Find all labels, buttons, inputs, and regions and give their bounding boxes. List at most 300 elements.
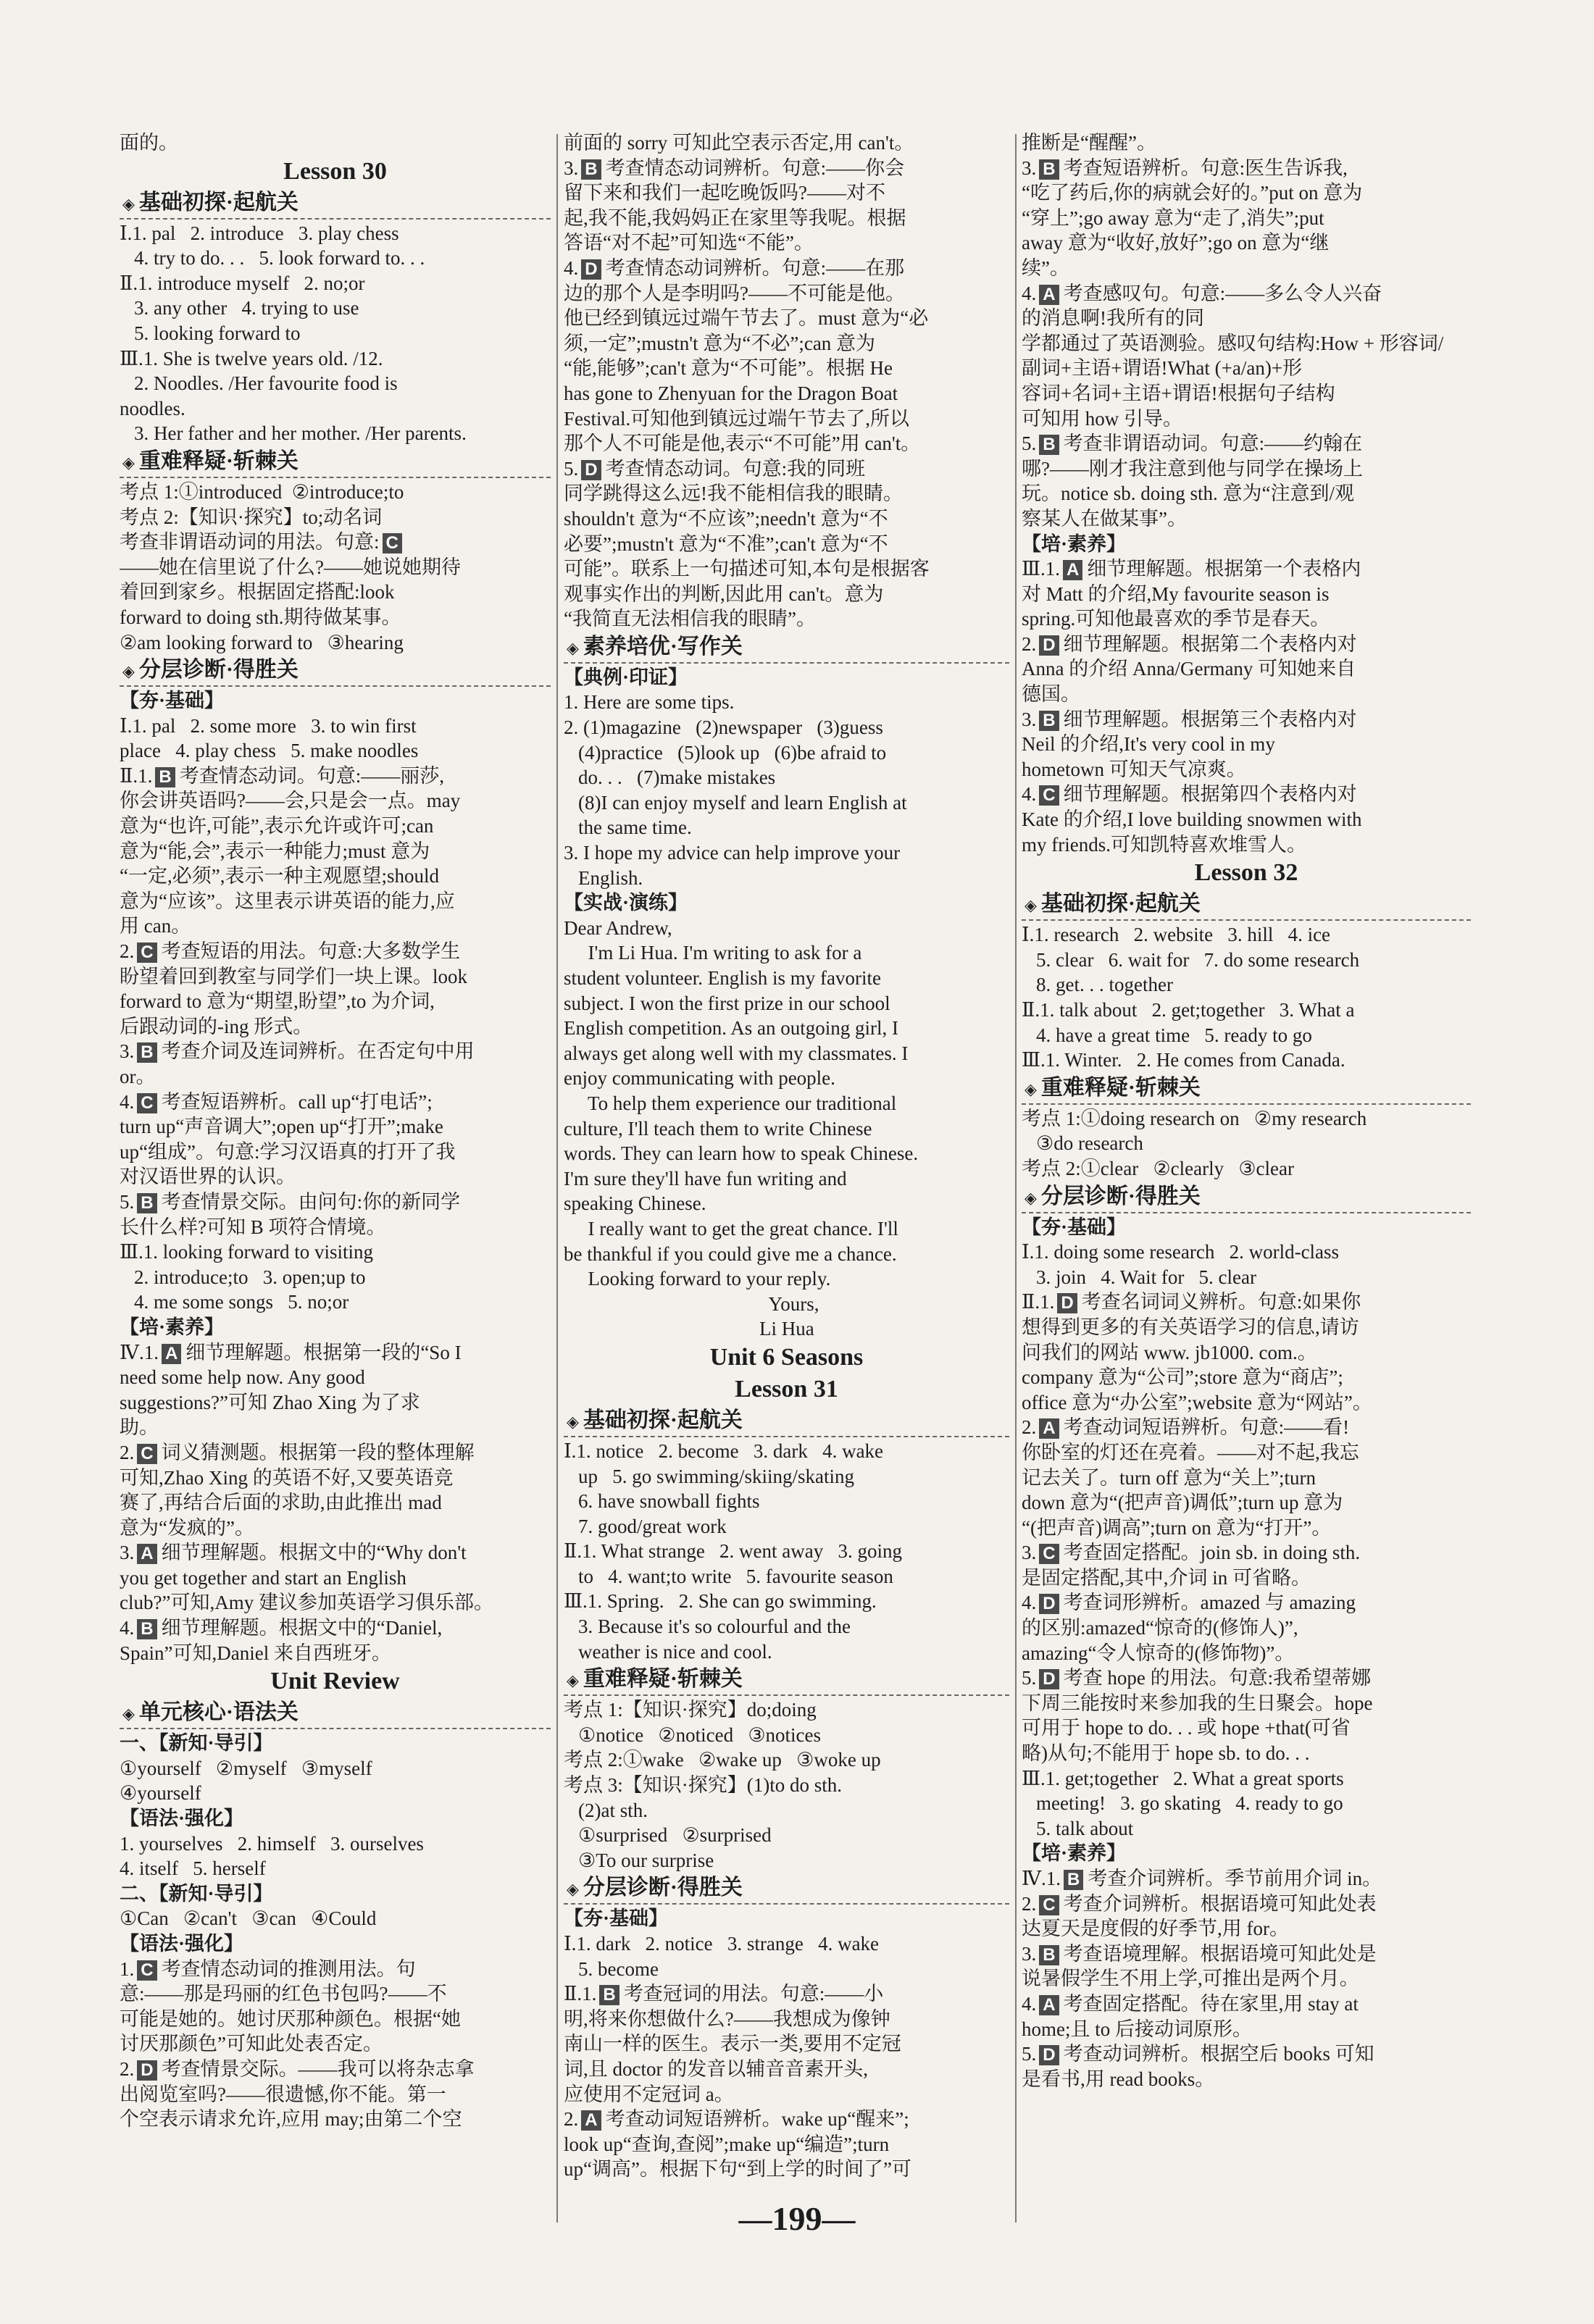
answer-line: 意为“能,会”,表示一种能力;must 意为 [120,840,430,862]
line-text: 考查动词短语辨析。wake up“醒来”; [605,2108,909,2131]
answer-line: I'm Li Hua. I'm writing to ask for a [578,942,862,964]
page-number: —199— [738,2200,856,2237]
answer-line: 赛了,再结合后面的求助,由此推出 mad [120,1492,442,1514]
diamond-icon: ◈ [1025,896,1037,915]
line-text: 3. [120,1542,135,1564]
answer-letter-badge: D [1039,1669,1059,1689]
answer-line: 2. Noodles. /Her favourite food is [134,372,398,395]
line-text: 细节理解题。根据文中的“Daniel, [161,1617,443,1639]
line-text: 2. [1022,1892,1037,1915]
answer-line [120,530,551,555]
answer-line [564,1981,1009,2007]
answer-line: Ⅱ.1. talk about 2. get;together 3. What a [1022,999,1355,1021]
line-text: 考查情景交际。由问句:你的新同学 [161,1190,461,1213]
answer-line [1022,1665,1471,1691]
answer-line [120,1090,551,1115]
answer-line: up“调高”。根据下句“到上学的时间了”可 [564,2158,911,2181]
line-text: 3. [120,1040,135,1063]
answer-line [564,256,1009,281]
line-text: 细节理解题。根据第一个表格内 [1087,558,1361,580]
answer-line: English competition. As an outgoing girl, I [564,1017,898,1040]
line-text: 考查情态动词辨析。句意:——在那 [605,256,905,279]
answer-line: 学都通过了英语测验。感叹句结构:How + 形容词/ [1022,332,1444,354]
answer-line [120,1615,551,1641]
line-text: 细节理解题。根据第三个表格内对 [1063,708,1357,730]
answer-line: or。 [120,1066,156,1087]
answer-line: 对汉语世界的认识。 [120,1166,296,1188]
line-text: 2. [120,2057,135,2080]
answer-line: 2. introduce;to 3. open;up to [134,1266,366,1288]
answer-line: 续”。 [1022,256,1069,279]
line-text: 3. [564,156,579,179]
answer-letter-badge: B [137,1042,157,1063]
line-text: 考查非谓语动词的用法。句意: [120,531,380,553]
answer-line: Ⅱ.1. What strange 2. went away 3. going [564,1540,903,1563]
line-text: Ⅱ.1. [120,764,153,787]
answer-line: 玩。notice sb. doing sth. 意为“注意到/观 [1022,482,1354,505]
answer-line: weather is nice and cool. [578,1640,772,1663]
answer-line [1022,556,1471,582]
answer-line: 意为“发疯的”。 [120,1516,254,1539]
answer-line [120,1340,551,1366]
subsection-heading: 【夯·基础】 [1022,1216,1127,1238]
line-text: 考查情景交际。——我可以将杂志拿 [161,2057,475,2080]
answer-line: Ⅲ.1. She is twelve years old. /12. [120,347,383,369]
answer-line: 意为“应该”。这里表示讲英语的能力,应 [120,890,455,912]
answer-line: ①Can ②can't ③can ④Could [120,1907,377,1930]
answer-letter-badge: C [1039,785,1059,806]
answer-line: ——她在信里说了什么?——她说她期待 [120,556,461,578]
answer-line [564,2107,1009,2132]
answer-letter-badge: B [137,1193,157,1213]
answer-line [120,1957,551,1982]
answer-line: 5. clear 6. wait for 7. do some research [1036,948,1360,971]
answer-line: 察某人在做某事”。 [1022,507,1187,530]
section-banner [564,1407,1009,1437]
answer-line: 词,且 doctor 的发音以辅音音素开头, [564,2057,868,2080]
answer-line: forward to doing sth.期待做某事。 [120,606,401,628]
answer-line: Ⅰ.1. dark 2. notice 3. strange 4. wake [564,1933,880,1955]
answer-line: 3. Because it's so colourful and the [578,1615,851,1638]
subsection-heading: 【实战·演练】 [564,892,688,914]
section-banner [1022,1183,1471,1213]
diamond-icon: ◈ [122,194,135,213]
section-banner-label: 重难释疑·斩棘关 [138,448,299,473]
answer-line: 考点 3:【知识·探究】(1)to do sth. [564,1774,842,1797]
answer-line: student volunteer. English is my favorite [564,967,881,989]
answer-line: To help them experience our traditional [578,1092,897,1114]
answer-line: 你卧室的灯还在亮着。——对不起,我忘 [1022,1441,1359,1463]
line-text: 考查固定搭配。join sb. in doing sth. [1063,1542,1361,1564]
answer-line: Spain”可知,Daniel 来自西班牙。 [120,1642,391,1664]
answer-line [1022,1415,1471,1440]
line-text: 考查 hope 的用法。句意:我希望蒂娜 [1063,1667,1372,1689]
answer-line: Neil 的介绍,It's very cool in my [1022,733,1275,756]
answer-line: 4. me some songs 5. no;or [134,1291,349,1313]
line-text: 细节理解题。根据文中的“Why don't [161,1542,467,1564]
answer-line: 1. Here are some tips. [564,691,735,714]
line-text: 4. [564,256,579,279]
line-text: 考查情态动词。句意:——丽莎, [179,764,444,787]
answer-letter-badge: D [581,460,601,480]
line-text: 考查短语的用法。句意:大多数学生 [161,940,461,963]
answer-letter-badge: B [599,1985,619,2005]
answer-line: Dear Andrew, [564,916,672,939]
answer-line: Ⅰ.1. doing some research 2. world-class [1022,1241,1340,1263]
answer-line: 助。 [120,1416,159,1439]
answer-line: 说暑假学生不用上学,可推出是两个月。 [1022,1968,1359,1990]
answer-line: “吃了药后,你的病就会好的。”put on 意为 [1022,182,1363,204]
answer-letter-badge: B [1039,1945,1059,1965]
answer-letter-badge: D [1039,1594,1059,1614]
answer-line: hometown 可知天气凉爽。 [1022,758,1246,780]
answer-line: ①notice ②noticed ③notices [578,1723,822,1746]
diamond-icon: ◈ [567,638,579,657]
column-divider [1015,134,1017,2223]
answer-line: place 4. play chess 5. make noodles [120,740,419,762]
line-text: 考查动词辨析。根据空后 books 可知 [1063,2043,1374,2065]
answer-line: company 意为“公司”;store 意为“商店”; [1022,1366,1343,1389]
subsection-heading: 【夯·基础】 [564,1907,669,1930]
answer-line [120,1190,551,1215]
answer-line: 你会讲英语吗?——会,只是会一点。may [120,790,461,812]
line-text: 考查情态动词的推测用法。句 [161,1957,416,1980]
answer-line: you get together and start an English [120,1566,406,1589]
answer-line: 必要”;mustn't 意为“不准”;can't 意为“不 [564,532,888,555]
section-title: Unit Review [270,1668,400,1695]
line-text: 考查情态动词辨析。句意:——你会 [605,156,905,179]
answer-line: 留下来和我们一起吃晚饭吗?——对不 [564,182,885,204]
answer-line: 德国。 [1022,683,1080,706]
diamond-icon: ◈ [122,453,135,472]
diamond-icon: ◈ [567,1671,579,1690]
answer-line: Ⅲ.1. Winter. 2. He comes from Canada. [1022,1049,1345,1071]
answer-letter-badge: D [1039,635,1059,656]
line-text: 3. [1022,708,1037,730]
answer-letter-badge: B [137,1619,157,1639]
answer-letter-badge: A [162,1344,181,1364]
answer-line: Ⅰ.1. notice 2. become 3. dark 4. wake [564,1439,884,1462]
answer-line [1022,707,1471,732]
answer-line [120,1440,551,1466]
answer-letter-badge: D [1039,2045,1059,2065]
line-text: 考查冠词的用法。句意:——小 [623,1983,884,2005]
answer-line [120,1540,551,1566]
answer-line: 可知用 how 引导。 [1022,407,1182,430]
answer-line: 观事实作出的判断,因此用 can't。意为 [564,582,884,605]
answer-letter-badge: C [137,942,157,963]
subsection-heading: 【典例·印证】 [564,666,688,688]
answer-line: home;且 to 后接动词原形。 [1022,2018,1252,2040]
answer-line: club?”可知,Amy 建议参加英语学习俱乐部。 [120,1592,493,1614]
section-banner [120,189,551,220]
column-divider [556,134,558,2223]
answer-line: Ⅰ.1. pal 2. some more 3. to win first [120,714,417,737]
answer-line: 5. become [578,1957,659,1980]
answer-line: 那个人不可能是他,表示“不可能”用 can't。 [564,432,921,455]
answer-line: speaking Chinese. [564,1192,706,1215]
answer-line: forward to 意为“期望,盼望”,to 为介词, [120,990,435,1013]
line-text: 考查短语辨析。call up“打电话”; [161,1090,433,1113]
answer-line: 6. have snowball fights [578,1490,760,1513]
answer-line: 答语“对不起”可知选“不能”。 [564,232,814,254]
answer-line: Looking forward to your reply. [578,1268,831,1290]
answer-line: 问我们的网站 www. jb1000. com.。 [1022,1341,1317,1363]
diamond-icon: ◈ [567,1880,579,1899]
answer-letter-badge: A [581,2110,601,2131]
answer-line: 须,一定”;mustn't 意为“不必”;can 意为 [564,332,876,354]
section-banner [120,1699,551,1729]
answer-line: 边的那个人是李明吗?——不可能是他。 [564,282,905,304]
subsection-heading: 二、【新知·导引】 [120,1882,273,1905]
section-banner-label: 分层诊断·得胜关 [583,1876,743,1900]
line-text: 5. [1022,2043,1037,2065]
answer-line: away 意为“收好,放好”;go on 意为“继 [1022,232,1330,254]
answer-line: enjoy communicating with people. [564,1067,835,1090]
section-banner [120,448,551,478]
answer-line [120,1039,551,1064]
answer-line: noodles. [120,397,185,419]
diamond-icon: ◈ [1025,1188,1037,1207]
answer-line: 3. Her father and her mother. /Her parents. [134,422,467,445]
answer-letter-badge: A [1063,560,1082,580]
answer-line: “一定,必须”,表示一种主观愿望;should [120,865,439,887]
answer-line: 明,将来你想做什么?——我想成为像钟 [564,2007,890,2030]
answer-line: words. They can learn how to speak Chinese. [564,1142,919,1165]
line-text: 考查固定搭配。待在家里,用 stay at [1063,1992,1359,2015]
answer-letter-badge: C [1039,1544,1059,1564]
answer-line: Ⅱ.1. introduce myself 2. no;or [120,272,365,294]
line-text: 考查词形辨析。amazed 与 amazing [1063,1592,1356,1614]
answer-line: 后跟动词的-ing 形式。 [120,1015,313,1037]
answer-line: Ⅲ.1. get;together 2. What a great sports [1022,1767,1344,1789]
answer-line: 考点 2:①wake ②wake up ③woke up [564,1749,881,1771]
answer-line [120,939,551,964]
answer-line: “能,能够”;can't 意为“不可能”。根据 He [564,357,893,380]
section-title: Unit 6 Seasons [709,1343,864,1371]
answer-line: 用 can。 [120,915,191,937]
answer-line [1022,1991,1471,2017]
answer-line: 考点 1:①doing research on ②my research [1022,1107,1367,1129]
answer-line: English. [578,866,643,889]
answer-line: 副词+主语+谓语!What (+a/an)+形 [1022,357,1303,380]
answer-line: down 意为“(把声音)调低”;turn up 意为 [1022,1492,1343,1514]
line-text: 细节理解题。根据第一段的“So I [185,1341,462,1363]
subsection-heading: 【夯·基础】 [120,690,225,712]
line-text: Ⅱ.1. [1022,1291,1055,1313]
answer-line: 着回到家乡。根据固定搭配:look [120,581,395,603]
line-text: 2. [564,2108,579,2131]
answer-line: office 意为“办公室”;website 意为“网站”。 [1022,1391,1372,1413]
answer-line: shouldn't 意为“不应该”;needn't 意为“不 [564,507,888,530]
line-text: 2. [1022,632,1037,655]
diamond-icon: ◈ [567,1412,579,1431]
answer-letter-badge: B [1039,159,1059,180]
line-text: 5. [1022,1667,1037,1689]
answer-letter-badge: A [1039,1418,1059,1439]
answer-letter-badge: B [1039,711,1059,731]
answer-line [1022,1590,1471,1615]
section-banner-label: 重难释疑·斩棘关 [583,1667,743,1692]
answer-line: 意:——那是玛丽的红色书包吗?——不 [120,1983,447,2005]
answer-letter-badge: A [1039,1995,1059,2015]
answer-line: 南山一样的医生。表示一类,要用不定冠 [564,2033,901,2055]
section-banner [564,1665,1009,1696]
answer-line: 出阅览室吗?——很遗憾,你不能。第一 [120,2083,446,2105]
answer-line: culture, I'll teach them to write Chinese [564,1117,872,1140]
answer-line: I'm sure they'll have fun writing and [564,1167,847,1190]
answer-line: 对 Matt 的介绍,My favourite season is [1022,582,1330,605]
answer-line: ③do research [1036,1132,1143,1155]
section-banner-label: 重难释疑·斩棘关 [1040,1075,1201,1100]
line-text: 考查介词及连词辨析。在否定句中用 [161,1040,475,1063]
answer-line: up“组成”。句意:学习汉语真的打开了我 [120,1140,456,1163]
answer-line: 考点 1:①introduced ②introduce;to [120,480,404,503]
answer-line: 下周三能按时来参加我的生日聚会。hope [1022,1692,1373,1714]
answer-line: “我简直无法相信我的眼睛”。 [564,608,816,630]
answer-line [1022,1941,1471,1967]
line-text: 4. [1022,783,1037,806]
subsection-heading: 【语法·强化】 [120,1933,244,1955]
answer-line: 8. get. . . together [1036,974,1173,996]
answer-line: the same time. [578,816,692,839]
line-text: 4. [120,1090,135,1113]
answer-line: spring.可知他最喜欢的季节是春天。 [1022,608,1330,630]
answer-line: (2)at sth. [578,1799,648,1821]
column-right [1022,130,1471,2237]
line-text: 考查介词辨析。季节前用介词 in。 [1088,1868,1382,1889]
answer-line: 可知,Zhao Xing 的英语不好,又要英语竞 [120,1466,454,1489]
answer-line: Kate 的介绍,I love building snowmen with [1022,808,1362,831]
answer-letter-badge: B [1039,435,1059,455]
line-text: Ⅱ.1. [564,1983,597,2005]
answer-line: Ⅲ.1. looking forward to visiting [120,1241,374,1263]
answer-line: ①surprised ②surprised [578,1824,772,1847]
answer-line: suggestions?”可知 Zhao Xing 为了求 [120,1391,420,1413]
line-text: 5. [1022,432,1037,455]
section-banner-label: 基础初探·起航关 [138,190,299,214]
section-banner-label: 分层诊断·得胜关 [1040,1184,1201,1208]
answer-letter-badge: D [581,259,601,280]
answer-letter-badge: C [383,533,402,553]
section-banner [120,656,551,687]
answer-line: (8)I can enjoy myself and learn English at [578,791,907,814]
answer-line: 5. talk about [1036,1817,1134,1839]
answer-line [1022,156,1471,181]
answer-line: turn up“声音调大”;open up“打开”;make [120,1116,443,1138]
line-text: 词义猜测题。根据第一段的整体理解 [161,1441,475,1463]
answer-line [1022,1866,1471,1892]
answer-line [1022,782,1471,807]
answer-line: “穿上”;go away 意为“走了,消失”;put [1022,206,1324,229]
answer-line: ④yourself [120,1782,201,1805]
answer-line: 盼望着回到教室与同学们一块上课。look [120,965,468,987]
line-text: 4. [1022,1592,1037,1614]
section-banner [564,1874,1009,1905]
answer-line: 容词+名词+主语+谓语!根据句子结构 [1022,382,1335,404]
diamond-icon: ◈ [1025,1079,1037,1098]
line-text: 2. [120,940,135,963]
answer-letter-badge: D [1057,1293,1077,1313]
answer-line: 个空表示请求允许,应用 may;由第二个空 [120,2108,462,2131]
answer-line: 3. any other 4. trying to use [134,297,359,319]
line-text: 考查短语辨析。句意:医生告诉我, [1063,156,1348,179]
section-banner [1022,890,1471,921]
answer-line: 的消息啊!我所有的同 [1022,307,1204,330]
line-text: 细节理解题。根据第四个表格内对 [1063,783,1357,806]
answer-line [1022,1290,1471,1315]
answer-line [564,156,1009,181]
answer-line: ②am looking forward to ③hearing [120,631,404,653]
subsection-heading: 【培·素养】 [1022,1842,1127,1865]
answer-line: (4)practice (5)look up (6)be afraid to [578,741,887,764]
line-text: 考查情态动词。句意:我的同班 [605,457,866,480]
line-text: 2. [120,1441,135,1463]
answer-line: 同学跳得这么远!我不能相信我的眼睛。 [564,482,903,505]
answer-line: meeting! 3. go skating 4. ready to go [1036,1792,1343,1815]
diamond-icon: ◈ [122,1705,135,1723]
answer-line: has gone to Zhenyuan for the Dragon Boat [564,382,898,404]
answer-line: Ⅲ.1. Spring. 2. She can go swimming. [564,1590,877,1613]
subsection-heading: 一、【新知·导引】 [120,1732,273,1755]
section-banner [564,633,1009,664]
answer-line: 4. have a great time 5. ready to go [1036,1024,1312,1046]
section-banner-label: 单元核心·语法关 [138,1700,299,1725]
answer-line: 记去关了。turn off 意为“关上”;turn [1022,1466,1316,1489]
answer-line: 是固定搭配,其中,介词 in 可省略。 [1022,1566,1311,1589]
line-text: 细节理解题。根据第二个表格内对 [1063,632,1357,655]
answer-line: Anna 的介绍 Anna/Germany 可知她来自 [1022,658,1356,680]
answer-line: 长什么样?可知 B 项符合情境。 [120,1216,386,1238]
answer-line: be thankful if you could give me a chance. [564,1242,897,1265]
answer-line: 推断是“醒醒”。 [1022,132,1156,154]
answer-letter-badge: C [1039,1895,1059,1915]
line-text: 考查名词词义辨析。句意:如果你 [1081,1291,1361,1313]
answer-line [1022,281,1471,306]
answer-line: 考点 2:①clear ②clearly ③clear [1022,1157,1294,1179]
diamond-icon: ◈ [122,662,135,681]
section-banner [1022,1074,1471,1105]
answer-letter-badge: B [581,159,601,180]
answer-line: 讨厌那颜色”可知此处表否定。 [120,2033,383,2055]
section-title: Lesson 31 [735,1375,838,1403]
answer-line: 7. good/great work [578,1515,727,1537]
answer-line: up 5. go swimming/skiing/skating [578,1465,855,1487]
answer-letter-badge: A [137,1544,157,1564]
answer-line: 4. try to do. . . 5. look forward to. . . [134,247,425,269]
answer-line: 的区别:amazed“惊奇的(修饰人)”, [1022,1617,1298,1639]
answer-letter-badge: C [137,1960,157,1981]
answer-letter-badge: A [1039,285,1059,305]
line-text: 4. [120,1617,135,1639]
answer-line: 3. join 4. Wait for 5. clear [1036,1266,1257,1288]
answer-line: look up“查询,查阅”;make up“编造”;turn [564,2133,890,2155]
line-text: 1. [120,1957,135,1980]
answer-line [1022,431,1471,456]
line-text: Ⅲ.1. [1022,558,1061,580]
answer-line: 略)从句;不能用于 hope sb. to do. . . [1022,1742,1310,1765]
line-text: 2. [1022,1416,1037,1439]
line-text: 5. [564,457,579,480]
answer-line [120,2057,551,2082]
answer-line [1022,1892,1471,1917]
line-text: 5. [120,1190,135,1213]
answer-line: 是看书,用 read books。 [1022,2068,1215,2090]
answer-line: 2. (1)magazine (2)newspaper (3)guess [564,716,883,739]
answer-line: “(把声音)调高”;turn on 意为“打开”。 [1022,1516,1332,1539]
answer-line: ③To our surprise [578,1849,714,1871]
line-text: Ⅳ.1. [1022,1868,1061,1889]
